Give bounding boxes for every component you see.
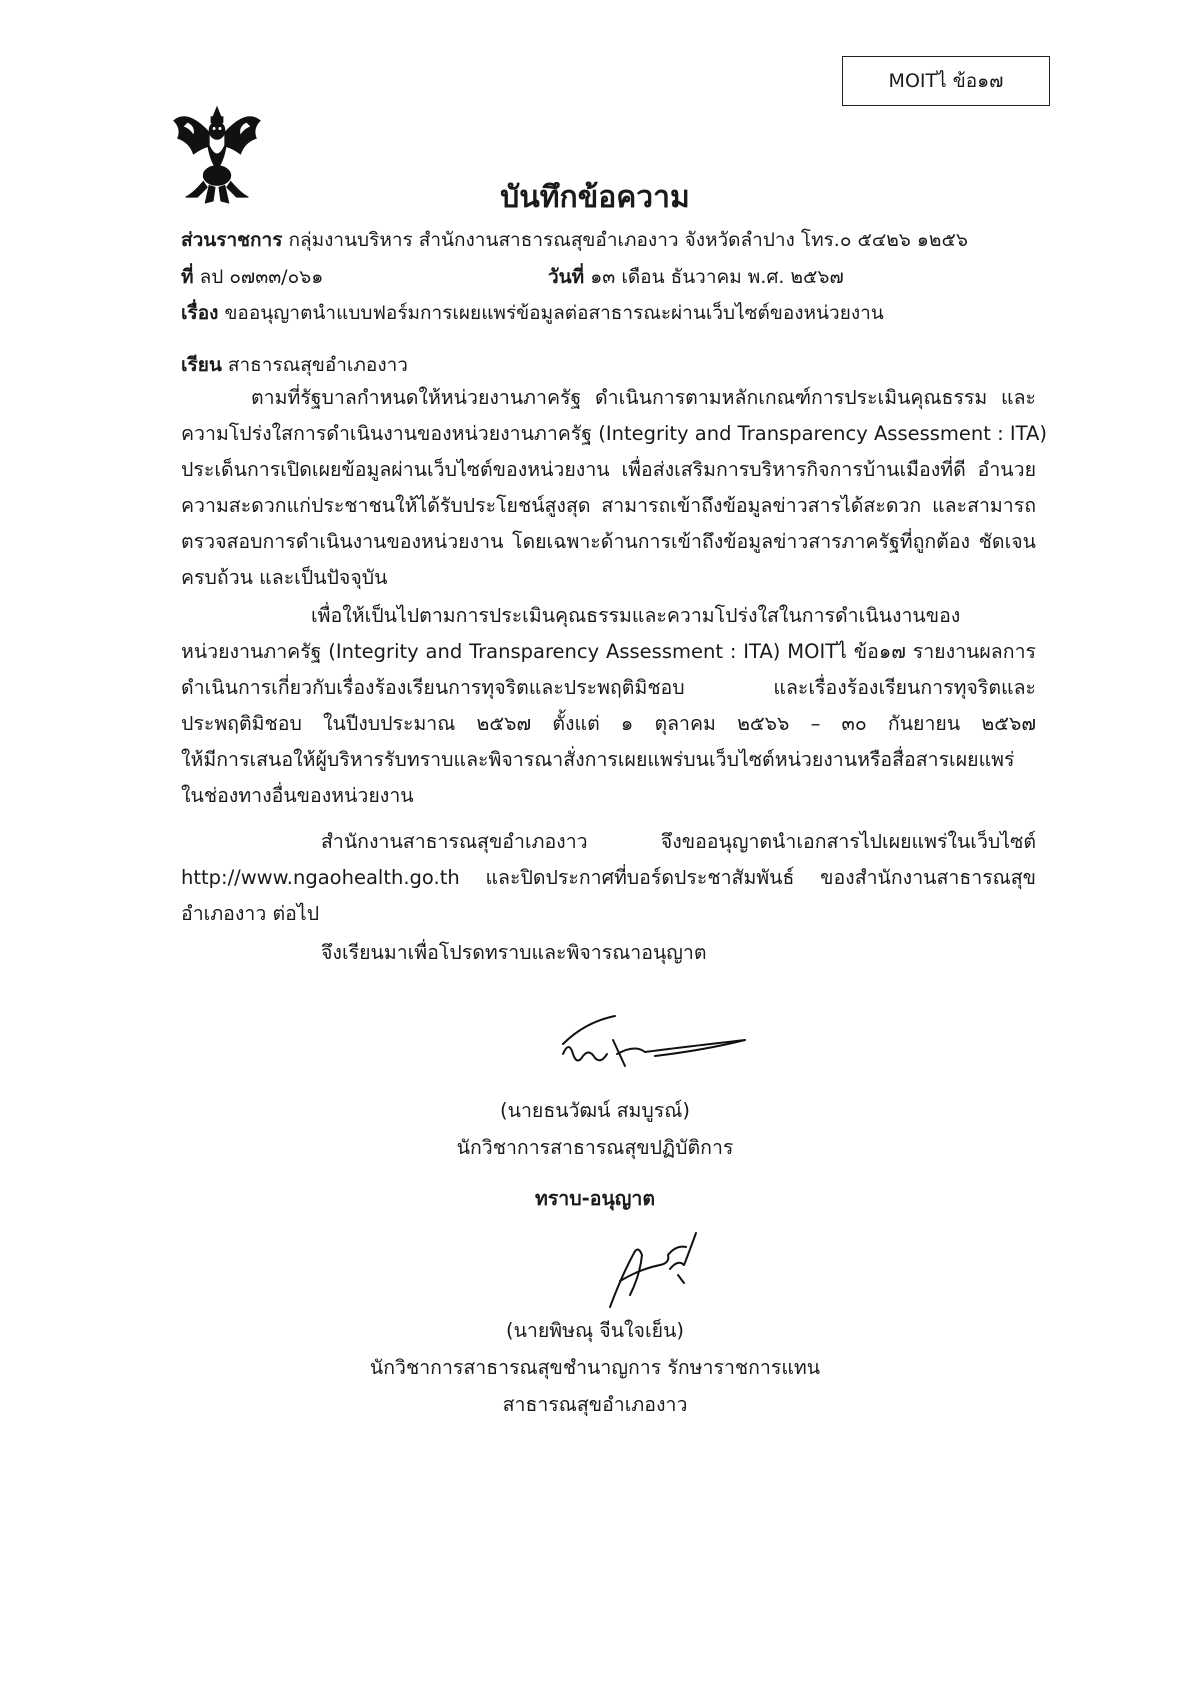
paragraph-line: ให้มีการเสนอให้ผู้บริหารรับทราบและพิจารณาสั่งการเผยแพร่บนเว็บไซต์หน่วยงานหรือสื่อสารเผยแพร่ [181, 748, 1015, 771]
signature-2-icon [600, 1225, 710, 1315]
subject-line [181, 298, 884, 328]
signer-1-position: นักวิชาการสาธารณสุขปฏิบัติการ [456, 1136, 734, 1159]
signer-1-name: (นายธนวัฒน์ สมบูรณ์) [500, 1099, 690, 1122]
agency-label: ส่วนราชการ [181, 229, 283, 251]
paragraph-line: ประเด็นการเปิดเผยข้อมูลผ่านเว็บไซต์ของหน่วยงาน เพื่อส่งเสริมการบริหารกิจการบ้านเมืองที่ดี อำนวย [181, 458, 1036, 481]
document-code-box [842, 56, 1050, 106]
paragraph-line: สำนักงานสาธารณสุขอำเภองาว จึงขออนุญาตนำเอกสารไปเผยแพร่ในเว็บไซต์ [321, 830, 1036, 853]
signature-1-icon [555, 1010, 755, 1080]
paragraph-line: ประพฤติมิชอบ ในปีงบประมาณ ๒๕๖๗ ตั้งแต่ ๑ ตุลาคม ๒๕๖๖ – ๓๐ กันยายน ๒๕๖๗ [181, 712, 1036, 735]
date-label: วันที่ [548, 266, 585, 288]
paragraph-line: http://www.ngaohealth.go.th และปิดประกาศที่บอร์ดประชาสัมพันธ์ ของสำนักงานสาธารณสุข [181, 866, 1036, 889]
recipient-label: เรียน [181, 354, 222, 376]
signer-2-position: นักวิชาการสาธารณสุขชำนาญการ รักษาราชการแทน [369, 1356, 821, 1379]
document-title: บันทึกข้อความ [500, 180, 690, 215]
signer-2-office: สาธารณสุขอำเภองาว [502, 1393, 688, 1416]
agency-value: กลุ่มงานบริหาร สำนักงานสาธารณสุขอำเภองาว จังหวัดลำปาง โทร.๐ ๕๔๒๖ ๑๒๕๖ [288, 229, 968, 251]
reference-label: ที่ [181, 266, 194, 288]
approval-text: ทราบ-อนุญาต [534, 1187, 656, 1210]
agency-line [181, 225, 968, 255]
paragraph-line: ตรวจสอบการดำเนินงานของหน่วยงาน โดยเฉพาะด้านการเข้าถึงข้อมูลข่าวสารภาครัฐที่ถูกต้อง ชัดเจน [181, 530, 1036, 553]
date-value: ๑๓ เดือน ธันวาคม พ.ศ. ๒๕๖๗ [590, 266, 844, 288]
recipient-line [181, 350, 408, 380]
signer-2-name: (นายพิษณุ จีนใจเย็น) [505, 1319, 685, 1342]
reference-line [181, 262, 323, 292]
date-line [548, 262, 844, 292]
closing-paragraph [181, 935, 1036, 971]
reference-value: ลป ๐๗๓๓/๐๖๑ [199, 266, 324, 288]
paragraph-3 [181, 824, 1036, 932]
paragraph-line: ตามที่รัฐบาลกำหนดให้หน่วยงานภาครัฐ ดำเนินการตามหลักเกณฑ์การประเมินคุณธรรม และ [251, 386, 1036, 409]
paragraph-line: เพื่อให้เป็นไปตามการประเมินคุณธรรมและความโปร่งใสในการดำเนินงานของ [311, 604, 961, 627]
paragraph-line: ความโปร่งใสการดำเนินงานของหน่วยงานภาครัฐ (Integrity and Transparency Assessment : ITA) [181, 422, 1047, 445]
paragraph-line: ครบถ้วน และเป็นปัจจุบัน [181, 566, 388, 589]
paragraph-line: หน่วยงานภาครัฐ (Integrity and Transparency Assessment : ITA) MOITไ ข้อ๑๗ รายงานผลการ [181, 640, 1036, 663]
closing-line: จึงเรียนมาเพื่อโปรดทราบและพิจารณาอนุญาต [321, 941, 707, 964]
document-code: MOITไ ข้อ๑๗ [888, 70, 1004, 92]
recipient-value: สาธารณสุขอำเภองาว [227, 354, 408, 376]
paragraph-line: ความสะดวกแก่ประชาชนให้ได้รับประโยชน์สูงสุด สามารถเข้าถึงข้อมูลข่าวสารได้สะดวก และสามารถ [181, 494, 1036, 517]
paragraph-line: ในช่องทางอื่นของหน่วยงาน [181, 784, 414, 807]
paragraph-line: ดำเนินการเกี่ยวกับเรื่องร้องเรียนการทุจริตและประพฤติมิชอบ และเรื่องร้องเรียนการทุจริตและ [181, 676, 1036, 699]
paragraph-2 [181, 598, 1036, 814]
subject-label: เรื่อง [181, 302, 219, 324]
paragraph-line: อำเภองาว ต่อไป [181, 902, 320, 925]
paragraph-1 [181, 380, 1047, 596]
subject-value: ขออนุญาตนำแบบฟอร์มการเผยแพร่ข้อมูลต่อสาธารณะผ่านเว็บไซต์ของหน่วยงาน [224, 302, 884, 324]
